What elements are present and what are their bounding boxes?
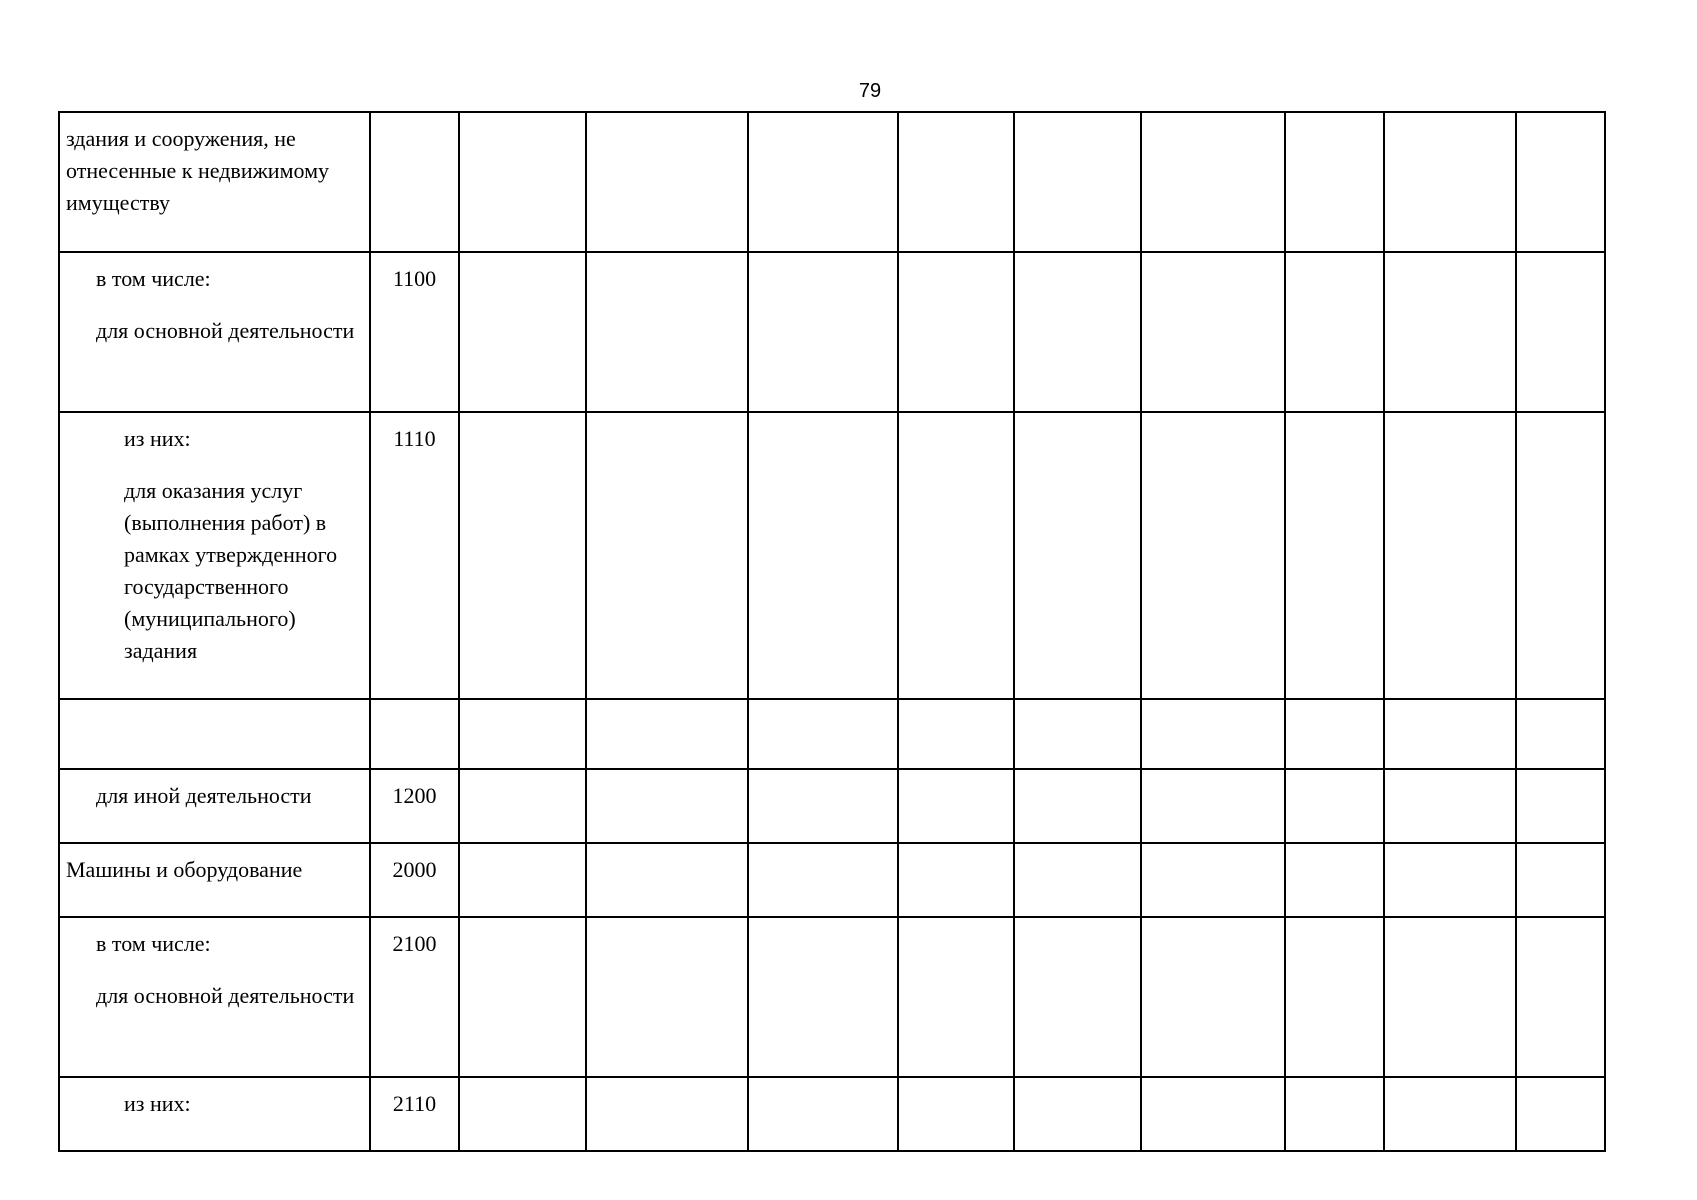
row-name-line: для основной деятельности	[96, 318, 355, 343]
row-name-line: для оказания услуг (выполнения работ) в рамках утвержденного государственного (муниципального) задания	[124, 478, 338, 663]
table-cell	[586, 112, 748, 252]
table-cell	[1384, 699, 1516, 769]
row-name	[59, 843, 370, 917]
row-name-line: здания и сооружения, не отнесенные к недвижимому имуществу	[66, 126, 329, 215]
table-cell	[898, 699, 1014, 769]
table-cell	[1516, 252, 1605, 412]
table-cell	[1384, 252, 1516, 412]
table-cell	[1141, 112, 1285, 252]
table-cell	[1141, 699, 1285, 769]
table-row	[59, 769, 1605, 843]
table-cell	[1384, 112, 1516, 252]
row-code: 2000	[370, 843, 459, 917]
table-cell	[898, 843, 1014, 917]
table-cell	[1014, 917, 1141, 1077]
row-name-line: из них:	[124, 426, 191, 451]
table-cell	[1141, 843, 1285, 917]
row-code: 2100	[370, 917, 459, 1077]
row-name-line: для основной деятельности	[96, 983, 355, 1008]
table-cell	[748, 769, 898, 843]
table-row	[59, 412, 1605, 699]
table-cell	[459, 699, 586, 769]
table-cell	[898, 112, 1014, 252]
table-cell	[1516, 412, 1605, 699]
table-cell	[459, 252, 586, 412]
table-row	[59, 112, 1605, 252]
row-name	[59, 252, 370, 412]
table-cell	[1285, 412, 1384, 699]
table-cell	[1014, 699, 1141, 769]
table-cell	[898, 412, 1014, 699]
table-cell	[1285, 699, 1384, 769]
row-name	[59, 769, 370, 843]
row-name-line: в том числе:	[96, 931, 211, 956]
table-cell	[748, 699, 898, 769]
table-cell	[1014, 1077, 1141, 1151]
table-cell	[1141, 1077, 1285, 1151]
table-cell	[748, 112, 898, 252]
table-cell	[898, 917, 1014, 1077]
table-row	[59, 1077, 1605, 1151]
row-code	[370, 112, 459, 252]
table-cell	[586, 1077, 748, 1151]
table-cell	[748, 412, 898, 699]
table-cell	[586, 843, 748, 917]
row-name	[59, 412, 370, 699]
table-row	[59, 917, 1605, 1077]
table-cell	[748, 843, 898, 917]
table-cell	[1014, 112, 1141, 252]
table-row	[59, 699, 1605, 769]
table-cell	[1014, 843, 1141, 917]
table-cell	[1141, 252, 1285, 412]
table-cell	[748, 252, 898, 412]
table-cell	[1384, 412, 1516, 699]
table-cell	[1014, 412, 1141, 699]
table-cell	[459, 1077, 586, 1151]
table-cell	[1516, 1077, 1605, 1151]
table-cell	[459, 843, 586, 917]
row-name-line: для иной деятельности	[96, 783, 312, 808]
row-name-line: в том числе:	[96, 266, 211, 291]
table-cell	[1141, 917, 1285, 1077]
table-cell	[1516, 917, 1605, 1077]
page-number: 79	[858, 80, 882, 102]
table-cell	[1285, 843, 1384, 917]
table-cell	[1141, 769, 1285, 843]
table-cell	[1516, 112, 1605, 252]
table-cell	[1141, 412, 1285, 699]
table-cell	[1285, 769, 1384, 843]
row-code: 1200	[370, 769, 459, 843]
table-cell	[1014, 252, 1141, 412]
table-cell	[1516, 699, 1605, 769]
row-code: 2110	[370, 1077, 459, 1151]
table-cell	[459, 112, 586, 252]
table-row	[59, 843, 1605, 917]
table-row	[59, 252, 1605, 412]
table-cell	[459, 917, 586, 1077]
table-cell	[1384, 917, 1516, 1077]
table-cell	[1384, 1077, 1516, 1151]
row-code: 1100	[370, 252, 459, 412]
table-cell	[459, 769, 586, 843]
row-name	[59, 699, 370, 769]
table-cell	[748, 917, 898, 1077]
table-cell	[586, 252, 748, 412]
row-name-line: из них:	[124, 1091, 191, 1116]
table-cell	[586, 769, 748, 843]
table-cell	[1516, 769, 1605, 843]
table-cell	[898, 1077, 1014, 1151]
table-cell	[1516, 843, 1605, 917]
table-cell	[1285, 112, 1384, 252]
table-cell	[1384, 843, 1516, 917]
table-cell	[1285, 1077, 1384, 1151]
property-table	[58, 111, 1606, 1152]
row-code	[370, 699, 459, 769]
row-name-line: Машины и оборудование	[66, 857, 303, 882]
table-cell	[1285, 252, 1384, 412]
table-cell	[459, 412, 586, 699]
table-cell	[1285, 917, 1384, 1077]
table-cell	[1384, 769, 1516, 843]
table-cell	[586, 917, 748, 1077]
table-cell	[1014, 769, 1141, 843]
table-cell	[586, 699, 748, 769]
row-name	[59, 917, 370, 1077]
table-cell	[586, 412, 748, 699]
table-cell	[748, 1077, 898, 1151]
table-cell	[898, 252, 1014, 412]
row-code: 1110	[370, 412, 459, 699]
row-name	[59, 1077, 370, 1151]
table-cell	[898, 769, 1014, 843]
row-name	[59, 112, 370, 252]
